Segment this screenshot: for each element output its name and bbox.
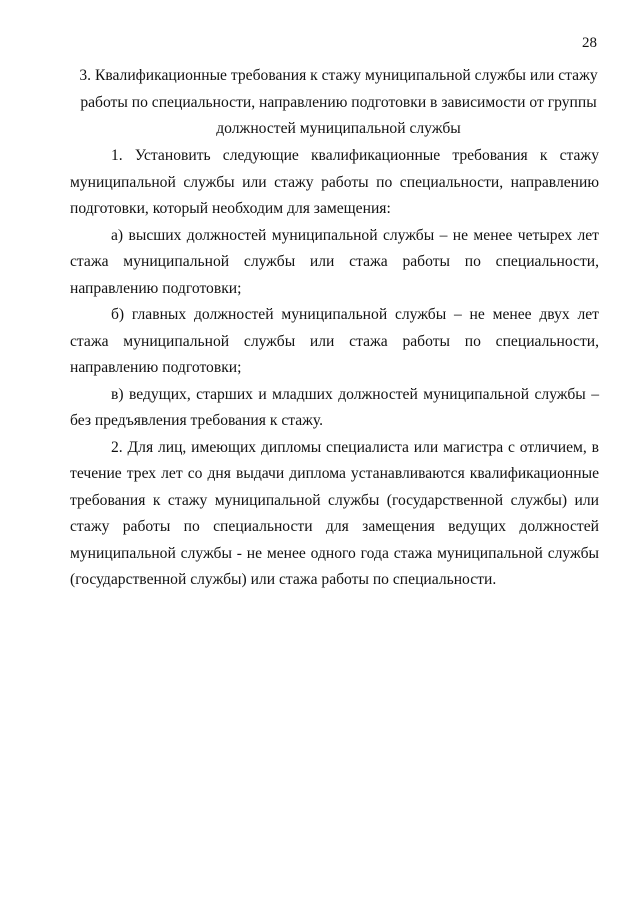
paragraph-item-a: а) высших должностей муниципальной службы – не менее четырех лет стажа муниципальной службы или стажа работы по специальности, направлению подготовки; [70,226,599,297]
paragraph-item-c: в) ведущих, старших и младших должностей муниципальной службы – без предъявления требования к стажу. [70,385,599,429]
document-body [70,143,599,594]
paragraph-requirements-intro: 1. Установить следующие квалификационные требования к стажу муниципальной службы или стажу работы по специальности, направлению подготовки, который необходим для замещения: [70,147,599,217]
paragraph-item-b: б) главных должностей муниципальной службы – не менее двух лет стажа муниципальной службы или стажа работы по специальности, направлению подготовки; [70,306,599,376]
section-heading: 3. Квалификационные требования к стажу муниципальной службы или стажу работы по специальности, направлению подготовки в зависимости от группы должностей муниципальной службы [79,67,598,137]
page-number: 28 [582,35,597,51]
paragraph-diploma-holders: 2. Для лиц, имеющих дипломы специалиста или магистра с отличием, в течение трех лет со дня выдачи диплома устанавливаются квалификационные требования к стажу муниципальной службы (государственной службы) или стажу работы по специальности для замещения ведущих должностей муниципальной службы - не менее одного года стажа муниципальной службы (государственной службы) или стажа работы по специальности. [70,438,599,588]
